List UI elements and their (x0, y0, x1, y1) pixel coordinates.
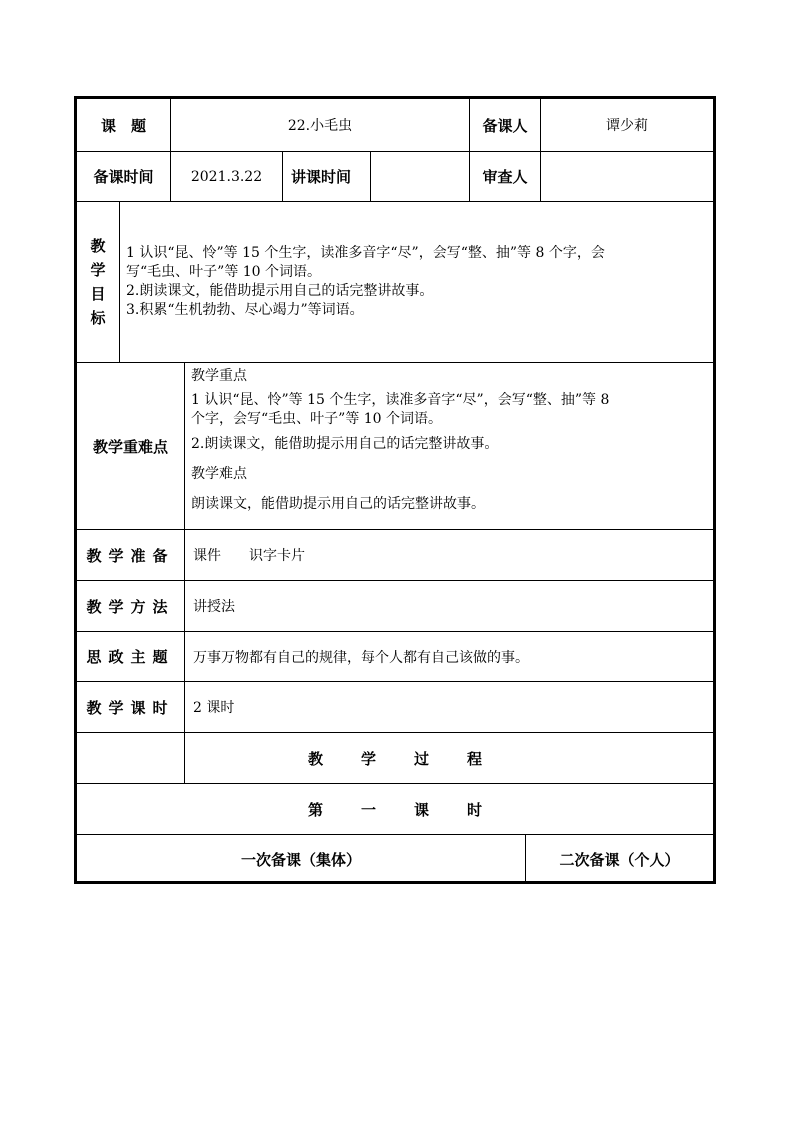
prep-time-label: 备课时间 (93, 168, 154, 186)
key-points-content (191, 363, 711, 529)
key-line: 个字，会写“毛虫、叶子”等 10 个词语。 (191, 411, 443, 427)
key-line: 2.朗读课文，能借助提示用自己的话完整讲故事。 (191, 436, 499, 452)
lecture-time-label: 讲课时间 (291, 168, 352, 186)
row-label: 教学方法 (86, 597, 175, 616)
preparer-value: 谭少莉 (606, 118, 648, 134)
key-line: 1 认识“昆、怜”等 15 个生字，读准多音字“尽”，会写“整、抽”等 8 (191, 392, 610, 408)
topic-value: 22.小毛虫 (287, 118, 353, 134)
row-value: 2 课时 (193, 700, 235, 716)
lecture-time-value (371, 152, 469, 201)
row-label: 教学课时 (86, 698, 175, 717)
objectives-label-char: 标 (90, 309, 106, 327)
objective-line: 写“毛虫、叶子”等 10 个词语。 (126, 264, 322, 280)
collective-prep-header: 一次备课（集体） (240, 851, 361, 869)
objectives-label-char: 学 (90, 261, 106, 279)
lesson-plan-table (74, 96, 716, 884)
row-label: 思政主题 (86, 648, 175, 666)
objectives-label (77, 202, 119, 362)
objectives-label-char: 教 (90, 237, 106, 255)
row-value: 万事万物都有自己的规律，每个人都有自己该做的事。 (193, 649, 529, 666)
key-title: 教学重点 (191, 368, 247, 384)
objectives-content (126, 202, 712, 362)
objectives-label-char: 目 (90, 285, 106, 303)
reviewer-label: 审查人 (482, 168, 528, 186)
preparer-label: 备课人 (482, 116, 528, 135)
prep-time-value: 2021.3.22 (190, 168, 263, 185)
row-label: 教学准备 (86, 546, 175, 565)
objective-line: 2.朗读课文，能借助提示用自己的话完整讲故事。 (126, 283, 434, 299)
key-points-label: 教学重难点 (92, 437, 168, 456)
col-divider (119, 201, 120, 362)
difficulty-title: 教学难点 (191, 466, 247, 482)
reviewer-value (541, 152, 713, 201)
objective-line: 1 认识“昆、怜”等 15 个生字，读准多音字“尽”，会写“整、抽”等 8 个字，会 (126, 245, 605, 261)
topic-label: 课 题 (100, 116, 146, 135)
row-value: 讲授法 (193, 599, 235, 615)
process-title: 教学过程 (307, 749, 520, 768)
session-title: 第一课时 (307, 800, 520, 819)
row-value: 课件 识字卡片 (193, 548, 305, 564)
objective-line: 3.积累“生机勃勃、尽心竭力”等词语。 (126, 302, 364, 318)
individual-prep-header: 二次备课（个人） (559, 851, 680, 869)
difficulty-line: 朗读课文，能借助提示用自己的话完整讲故事。 (191, 496, 485, 512)
